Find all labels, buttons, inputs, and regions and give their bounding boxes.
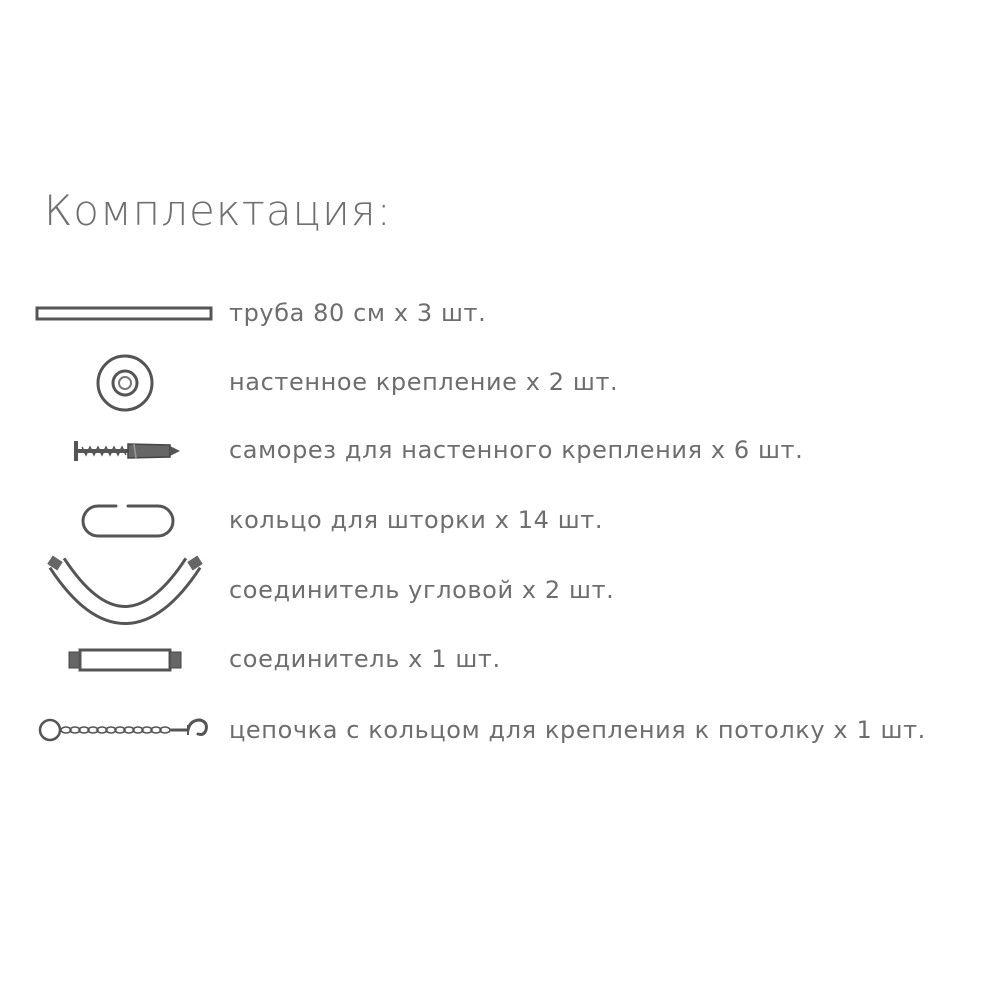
item-label: цепочка с кольцом для крепления к потолку х 1 шт. bbox=[229, 716, 926, 744]
list-item bbox=[0, 352, 1000, 412]
list-item bbox=[0, 629, 1000, 689]
list-item bbox=[0, 420, 1000, 480]
corner-connector-icon bbox=[30, 555, 220, 625]
item-label: кольцо для шторки х 14 шт. bbox=[229, 506, 604, 534]
straight-connector-icon bbox=[30, 629, 220, 689]
list-item bbox=[0, 283, 1000, 343]
item-label: соединитель угловой х 2 шт. bbox=[229, 576, 615, 604]
page-title: Комплектация: bbox=[44, 186, 392, 235]
item-label: саморез для настенного крепления х 6 шт. bbox=[229, 436, 804, 464]
tube-icon bbox=[30, 283, 220, 343]
item-label: соединитель х 1 шт. bbox=[229, 645, 501, 673]
screw-anchor-icon bbox=[30, 420, 220, 480]
wall-mount-icon bbox=[30, 352, 220, 412]
list-item bbox=[0, 555, 1000, 625]
list-item bbox=[0, 700, 1000, 760]
item-label: настенное крепление х 2 шт. bbox=[229, 368, 619, 396]
list-item bbox=[0, 490, 1000, 550]
item-label: труба 80 см х 3 шт. bbox=[229, 299, 487, 327]
curtain-ring-icon bbox=[30, 490, 220, 550]
chain-hook-icon bbox=[30, 700, 220, 760]
